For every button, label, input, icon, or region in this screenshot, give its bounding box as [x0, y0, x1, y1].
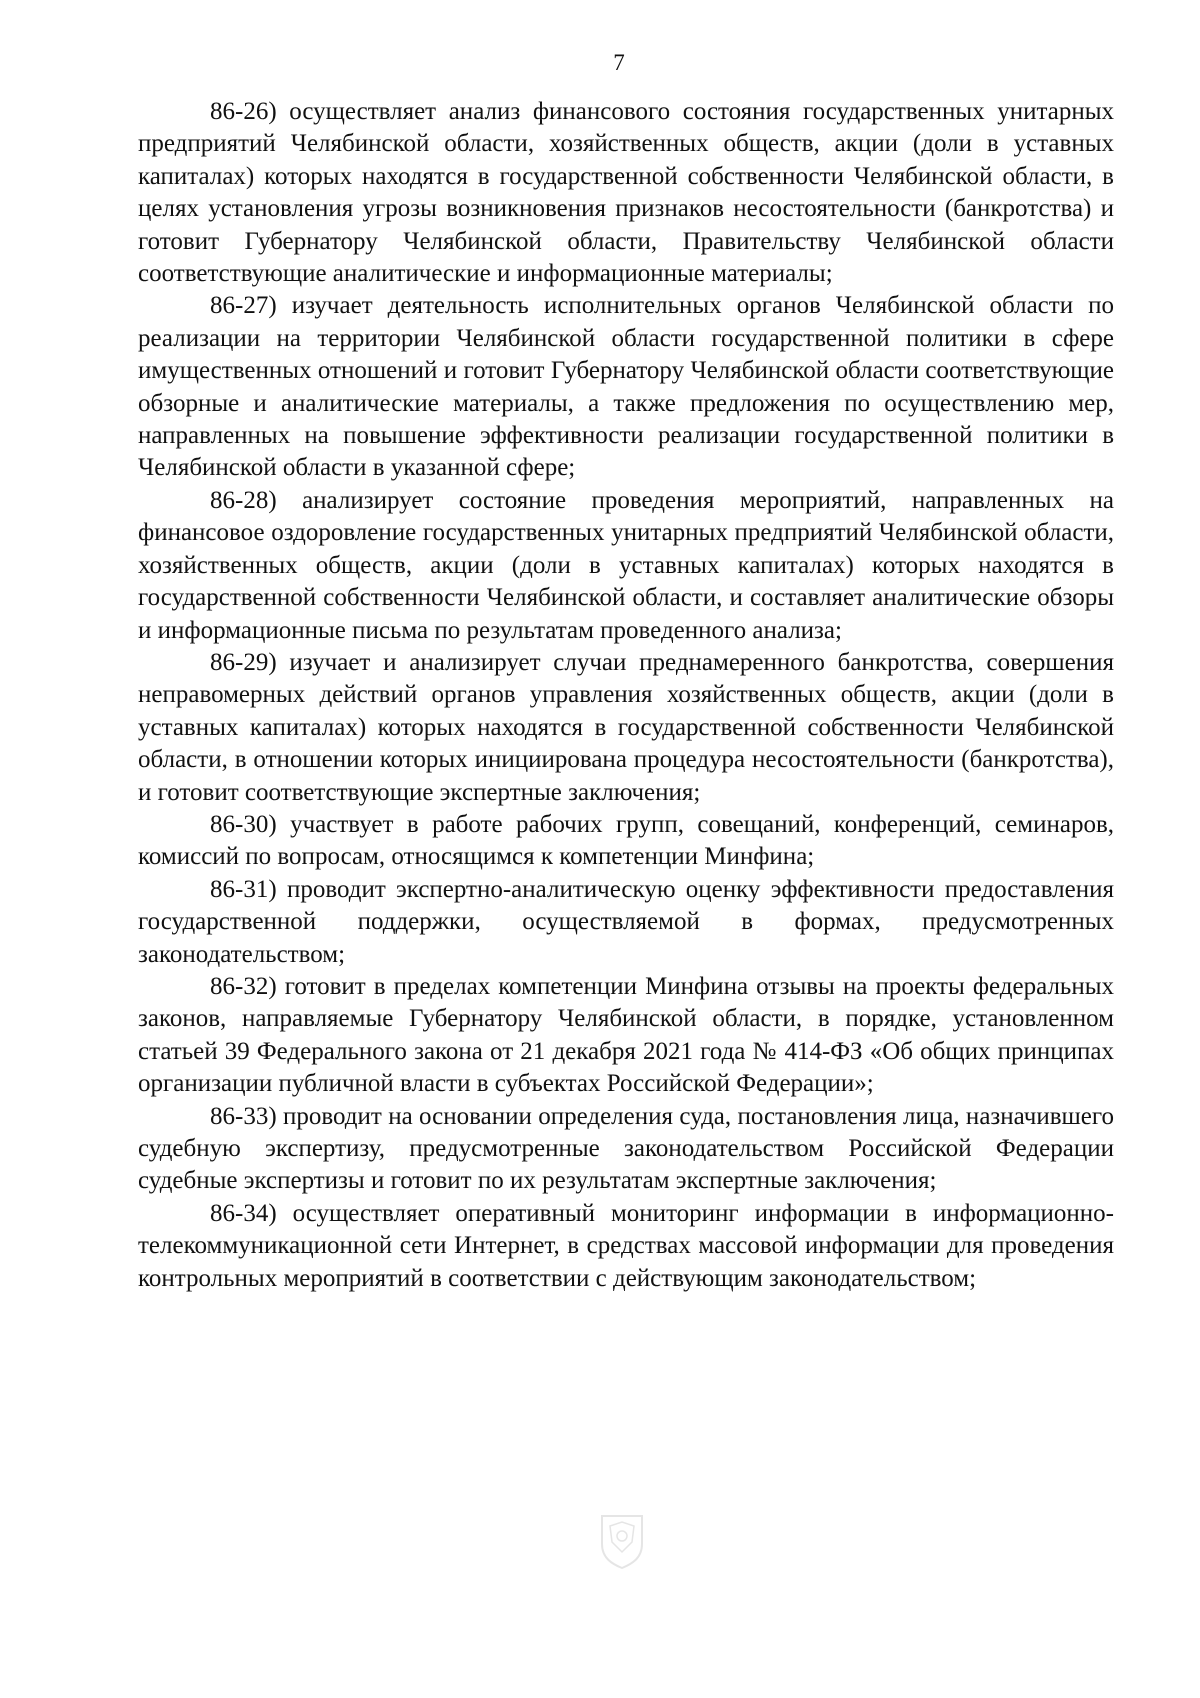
paragraph-86-29: 86-29) изучает и анализирует случаи преднамеренного банкротства, совершения неправомерных действий органов управления хозяйственных обществ, акции (доли в уставных капиталах) которых находятся в государственной собственности Челябинской области, в отношении которых инициирована процедура несостоятельности (банкротства), и готовит соответствующие экспертные заключения; — [138, 648, 1114, 806]
paragraph-86-30: 86-30) участвует в работе рабочих групп, совещаний, конференций, семинаров, комиссий по вопросам, относящимся к компетенции Минфина; — [138, 810, 1114, 871]
page-number: 7 — [613, 50, 625, 75]
paragraph-86-34: 86-34) осуществляет оперативный мониторинг информации в информационно-телекоммуникационной сети Интернет, в средствах массовой информации для проведения контрольных мероприятий в соответствии с действующим законодательством; — [138, 1199, 1114, 1292]
paragraph-86-28: 86-28) анализирует состояние проведения мероприятий, направленных на финансовое оздоровление государственных унитарных предприятий Челябинской области, хозяйственных обществ, акции (доли в уставных капиталах) которых находятся в государственной собственности Челябинской области, и составляет аналитические обзоры и информационные письма по результатам проведенного анализа; — [138, 486, 1114, 644]
coat-of-arms-stamp-icon — [598, 1512, 646, 1570]
paragraph-86-31: 86-31) проводит экспертно-аналитическую оценку эффективности предоставления государственной поддержки, осуществляемой в формах, предусмотренных законодательством; — [138, 875, 1114, 968]
paragraph-86-33: 86-33) проводит на основании определения суда, постановления лица, назначившего судебную экспертизу, предусмотренные законодательством Российской Федерации судебные экспертизы и готовит по их результатам экспертные заключения; — [138, 1102, 1114, 1195]
document-body — [138, 96, 1114, 1295]
paragraph-86-26: 86-26) осуществляет анализ финансового состояния государственных унитарных предприятий Челябинской области, хозяйственных обществ, акции (доли в уставных капиталах) которых находятся в государственной собственности Челябинской области, в целях установления угрозы возникновения признаков несостоятельности (банкротства) и готовит Губернатору Челябинской области, Правительству Челябинской области соответствующие аналитические и информационные материалы; — [138, 98, 1114, 288]
paragraph-86-32: 86-32) готовит в пределах компетенции Минфина отзывы на проекты федеральных законов, направляемые Губернатору Челябинской области, в порядке, установленном статьей 39 Федерального закона от 21 декабря 2021 года № 414-ФЗ «Об общих принципах организации публичной власти в субъектах Российской Федерации»; — [138, 972, 1114, 1098]
paragraph-86-27: 86-27) изучает деятельность исполнительных органов Челябинской области по реализации на территории Челябинской области государственной политики в сфере имущественных отношений и готовит Губернатору Челябинской области соответствующие обзорные и аналитические материалы, а также предложения по осуществлению мер, направленных на повышение эффективности реализации государственной политики в Челябинской области в указанной сфере; — [138, 292, 1114, 482]
